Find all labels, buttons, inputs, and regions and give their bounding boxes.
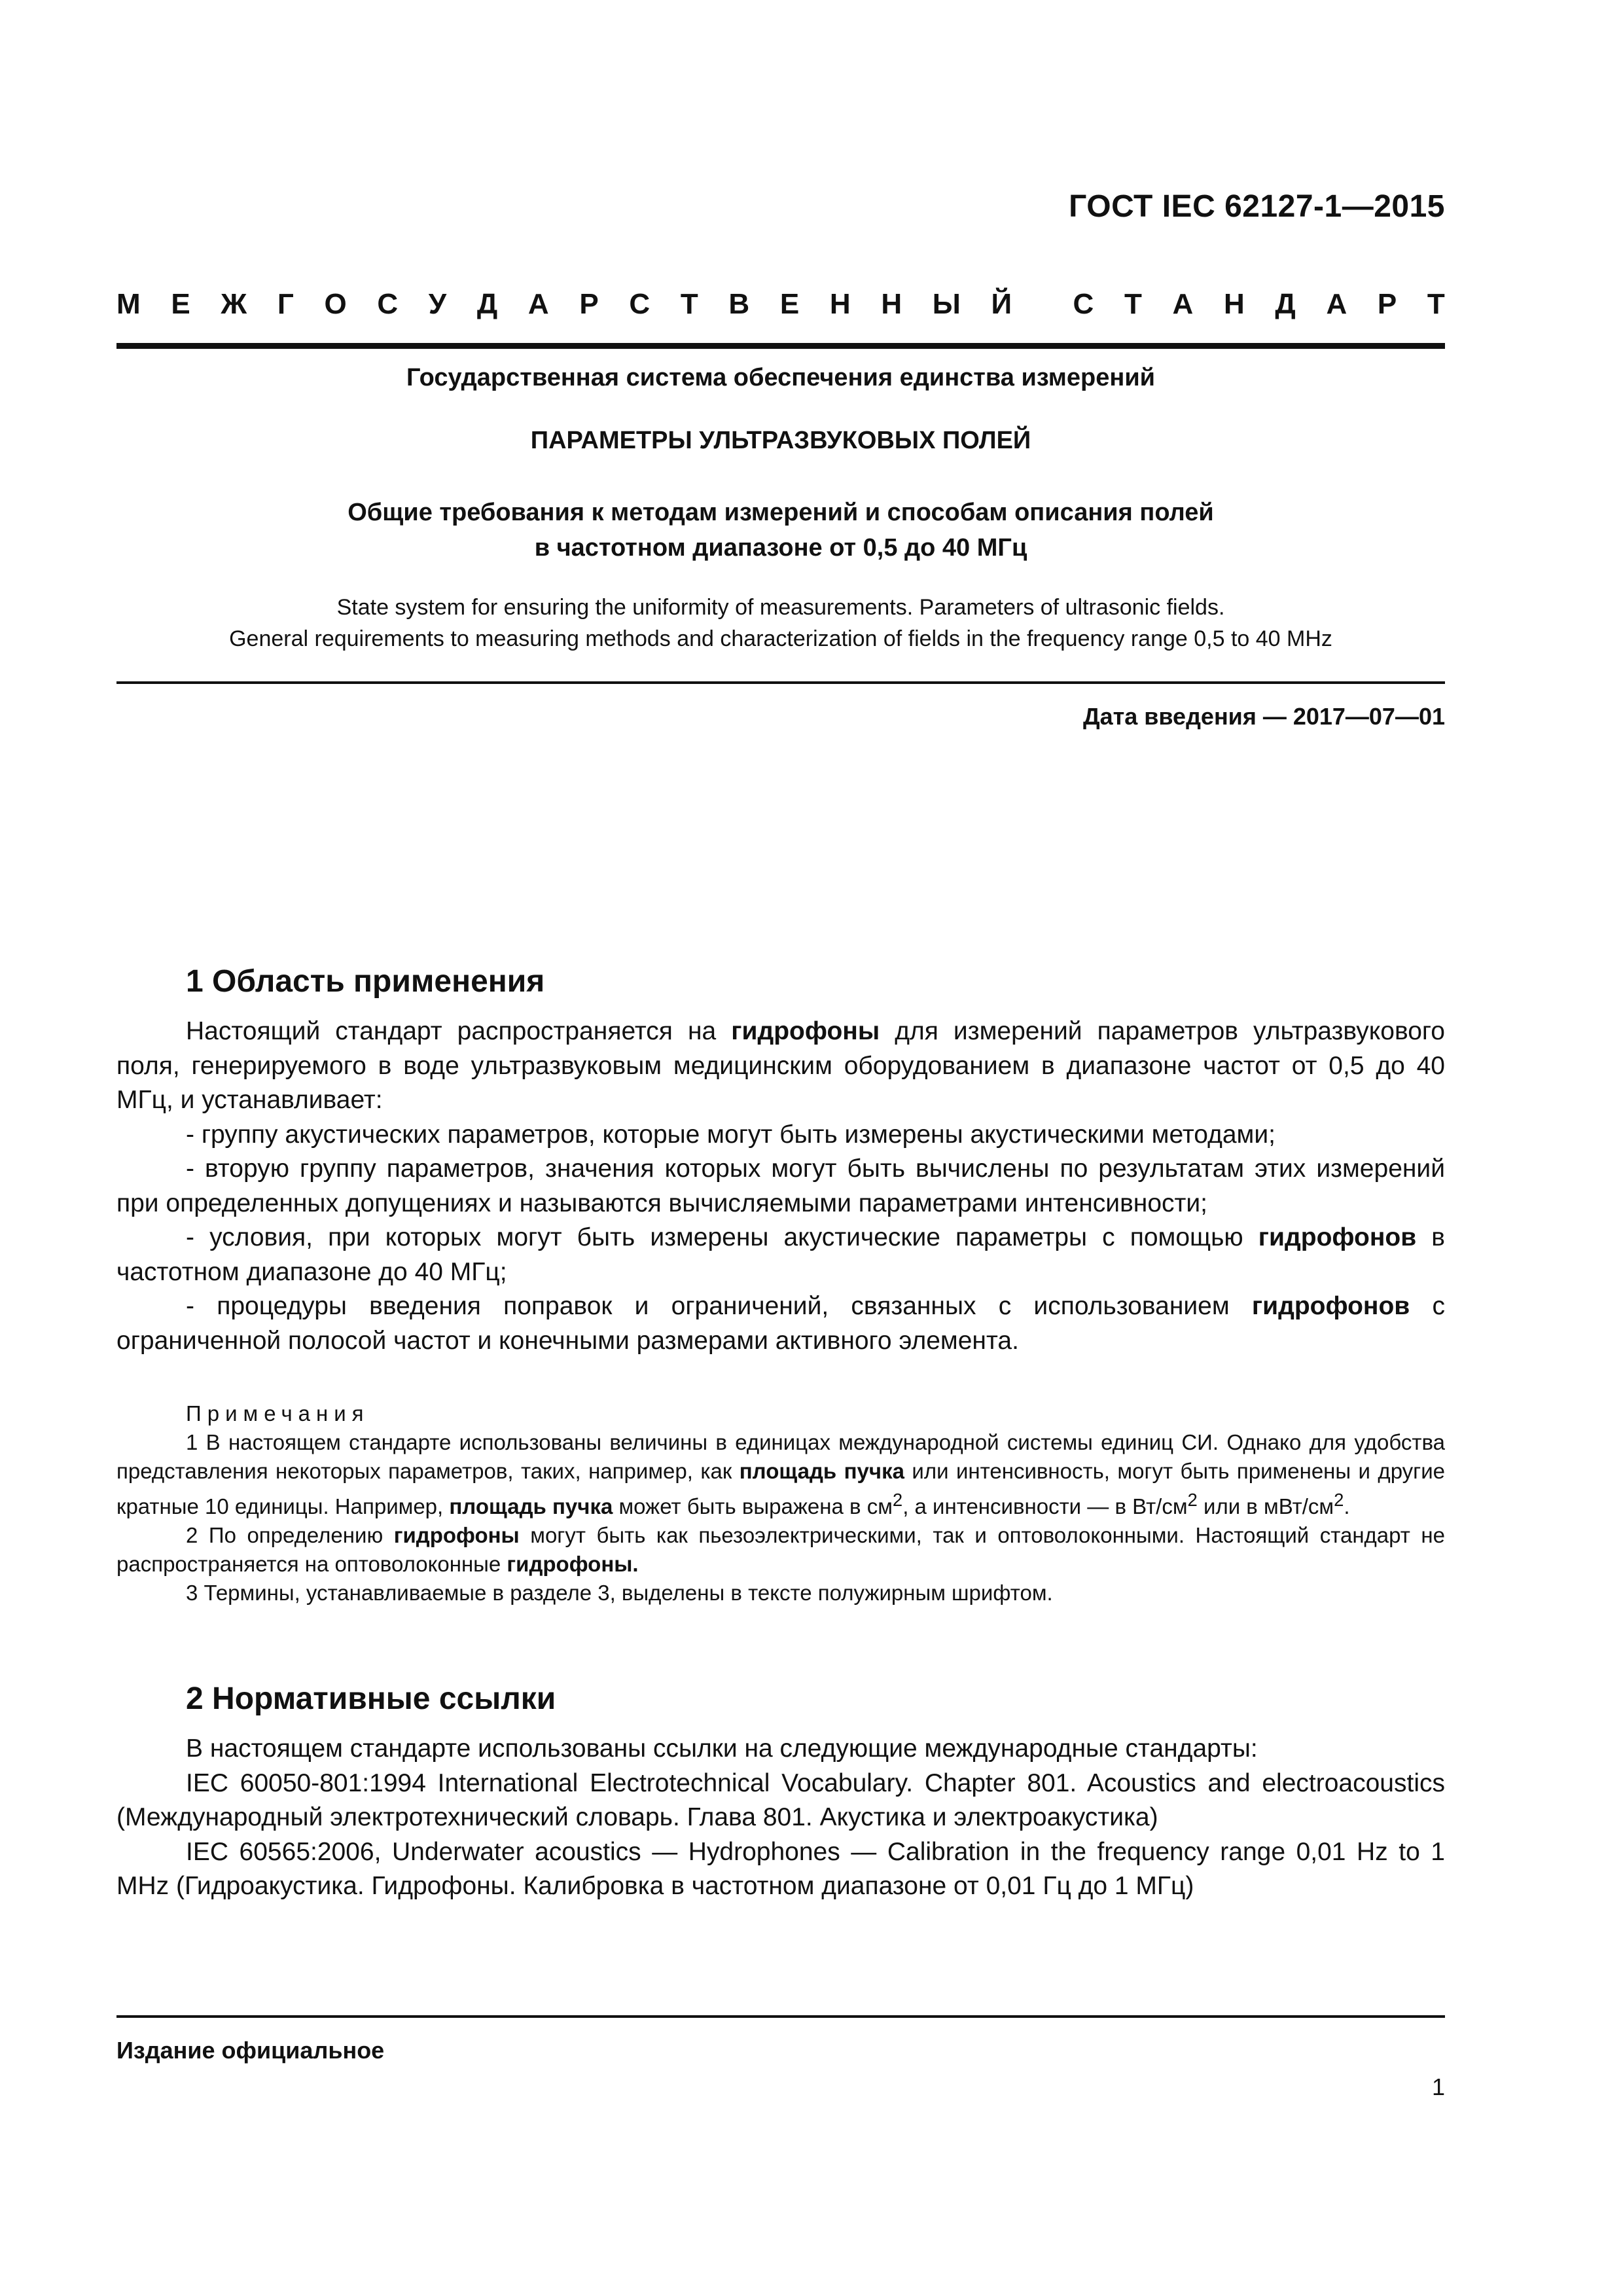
banner-letter: Ы [932, 288, 961, 320]
middle-divider [116, 681, 1445, 684]
section-1-heading: 1 Область применения [186, 964, 545, 999]
scope-item-1: - группу акустических параметров, которые могут быть измерены акустическими методами; [186, 1120, 1275, 1149]
scope-item-3 [116, 1221, 1445, 1289]
reference-2: IEC 60565:2006, Underwater acoustics — Hydrophones — Calibration in the frequency range 0,01 Hz to 1 MHz (Гидроакустика. Гидрофоны. Калибровка в частотном диапазоне от 0,01 Гц до 1 МГц) [116, 1837, 1445, 1900]
text-run: в частотном диапазоне до 40 МГц; [116, 1223, 1445, 1286]
banner-letter: Р [1377, 288, 1397, 320]
section-2-body [116, 1732, 1445, 1904]
bottom-divider [116, 2015, 1445, 2018]
banner-letter: В [728, 288, 750, 320]
superscript: 2 [1187, 1490, 1198, 1510]
term-hydrophones: гидрофонов [1251, 1292, 1410, 1320]
banner-letter: А [1172, 288, 1194, 320]
text-run: . [1344, 1494, 1350, 1518]
term-hydrophones: гидрофоны [393, 1523, 520, 1547]
general-title-line-1: Общие требования к методам измерений и способам описания полей [348, 499, 1214, 526]
banner-letter: Е [779, 288, 800, 320]
text-run: или интенсивность, могут быть применены и другие кратные 10 единицы. Например, [116, 1459, 1445, 1518]
term-hydrophones: гидрофоны [731, 1017, 880, 1045]
official-edition-label: Издание официальное [116, 2037, 385, 2064]
text-run: , а интенсивности — в Вт/см [902, 1494, 1188, 1518]
term-beam-area: площадь пучка [449, 1494, 613, 1518]
note-3: 3 Термины, устанавливаемые в разделе 3, выделены в тексте полужирным шрифтом. [186, 1581, 1053, 1605]
note-1 [116, 1428, 1445, 1521]
text-run: может быть выражена в см [613, 1494, 893, 1518]
introduction-date: Дата введения — 2017—07—01 [1082, 703, 1445, 730]
notes-block [116, 1399, 1445, 1607]
banner-letter: Р [579, 288, 599, 320]
section-1-body [116, 1014, 1445, 1358]
banner-letter: С [377, 288, 399, 320]
banner-letter: Т [1427, 288, 1445, 320]
general-requirements-title [116, 495, 1445, 565]
superscript: 2 [892, 1490, 903, 1510]
english-title [116, 592, 1445, 655]
english-title-line-2: General requirements to measuring methods and characterization of fields in the frequency range 0,5 to 40 MHz [229, 626, 1332, 651]
banner-letter: У [428, 288, 447, 320]
banner-letter: Ж [221, 288, 247, 320]
banner-letter: С [629, 288, 651, 320]
term-beam-area: площадь пучка [739, 1459, 904, 1483]
section-2-heading: 2 Нормативные ссылки [186, 1681, 556, 1716]
scope-item-4 [116, 1289, 1445, 1358]
banner-letter: Т [1124, 288, 1142, 320]
notes-heading: Примечания [186, 1401, 370, 1426]
document-code: ГОСТ IEC 62127-1—2015 [1069, 189, 1445, 224]
section-2-intro: В настоящем стандарте использованы ссылки на следующие международные стандарты: [186, 1734, 1258, 1763]
scope-item-2: - вторую группу параметров, значения которых могут быть вычислены по результатам этих измерений при определенных допущениях и называются вычисляемыми параметрами интенсивности; [116, 1155, 1445, 1217]
section-1-paragraph [116, 1014, 1445, 1118]
term-hydrophones: гидрофонов [1258, 1223, 1417, 1251]
banner-letter: Т [680, 288, 698, 320]
english-title-line-1: State system for ensuring the uniformity of measurements. Parameters of ultrasonic fields. [336, 595, 1225, 620]
banner-letter: М [116, 288, 141, 320]
text-run: с ограниченной полосой частот и конечными размерами активного элемента. [116, 1292, 1445, 1355]
banner-letter: Й [991, 288, 1012, 320]
text-run: 2 По определению [186, 1523, 394, 1547]
text-run: для измерений параметров ультразвукового поля, генерируемого в воде ультразвуковым медицинским оборудованием в диапазоне частот от 0,5 до 40 МГц, и устанавливает: [116, 1017, 1445, 1114]
banner-letter: Д [1275, 288, 1296, 320]
parameters-title: ПАРАМЕТРЫ УЛЬТРАЗВУКОВЫХ ПОЛЕЙ [530, 427, 1031, 454]
text-run: могут быть как пьезоэлектрическими, так и оптоволоконными. Настоящий стандарт не распространяется на оптоволоконные [116, 1523, 1445, 1576]
text-run: 1 В настоящем стандарте использованы величины в единицах международной системы единиц СИ. Однако для удобства представления некоторых параметров, таких, например, как [116, 1430, 1445, 1483]
superscript: 2 [1334, 1490, 1344, 1510]
text-run: Настоящий стандарт распространяется на [186, 1017, 732, 1045]
banner-letter: Е [171, 288, 190, 320]
banner-letter: Д [476, 288, 498, 320]
banner-letter: О [324, 288, 347, 320]
banner-letter: А [527, 288, 549, 320]
text-run: - условия, при которых могут быть измерены акустические параметры с помощью [186, 1223, 1258, 1251]
term-hydrophones: гидрофоны. [507, 1552, 639, 1576]
interstate-standard-banner [116, 288, 1445, 321]
banner-letter: Н [881, 288, 902, 320]
banner-letter: Н [829, 288, 851, 320]
banner-letter: А [1326, 288, 1347, 320]
banner-letter: Н [1223, 288, 1245, 320]
general-title-line-2: в частотном диапазоне от 0,5 до 40 МГц [534, 534, 1027, 562]
top-divider [116, 343, 1445, 349]
text-run: или в мВт/см [1197, 1494, 1334, 1518]
banner-letter: С [1073, 288, 1094, 320]
note-2 [116, 1521, 1445, 1579]
reference-1: IEC 60050-801:1994 International Electrotechnical Vocabulary. Chapter 801. Acoustics and electroacoustics (Международный электротехнический словарь. Глава 801. Акустика и электроакустика) [116, 1768, 1445, 1831]
system-title: Государственная система обеспечения единства измерений [406, 364, 1156, 391]
text-run: - процедуры введения поправок и ограничений, связанных с использованием [186, 1292, 1252, 1320]
page-number: 1 [1431, 2073, 1445, 2100]
banner-letter: Г [277, 288, 294, 320]
